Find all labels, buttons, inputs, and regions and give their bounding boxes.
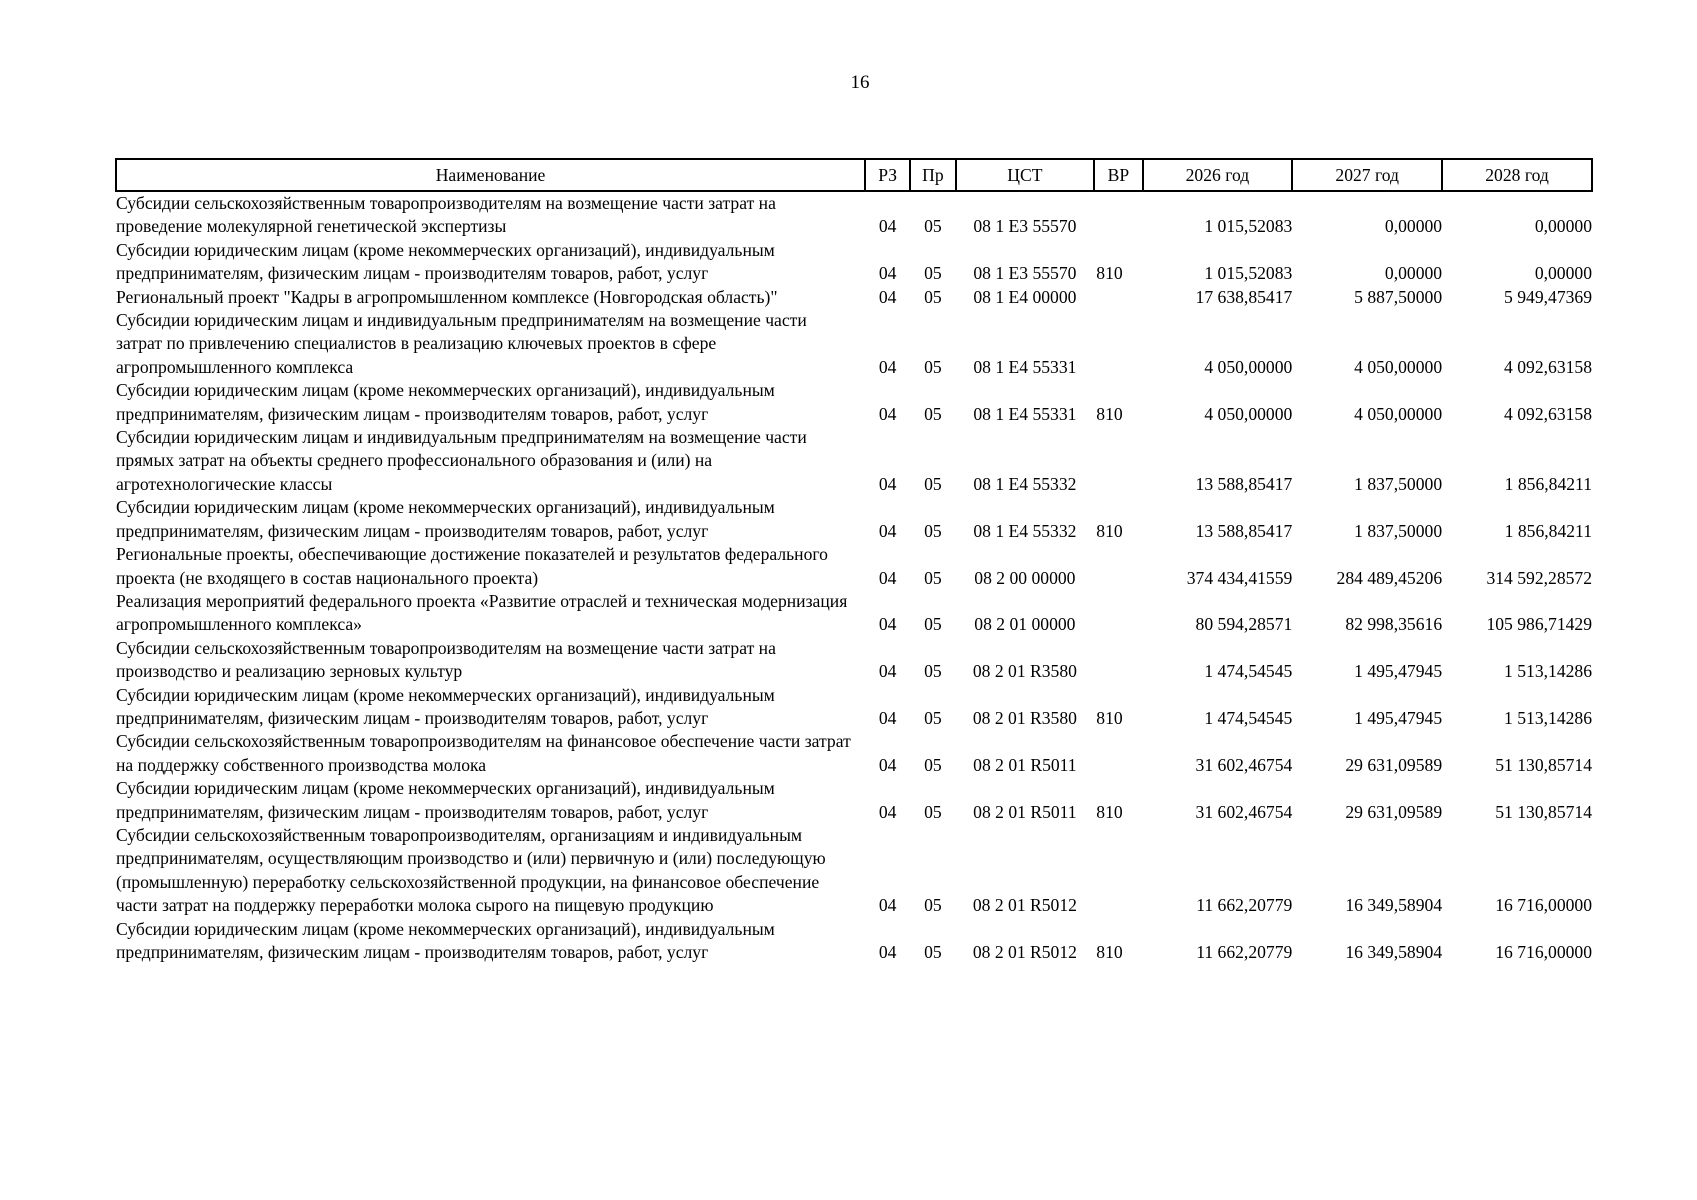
cell-rz: 04 xyxy=(878,661,897,682)
cell-vr: 810 xyxy=(1096,263,1123,284)
cell-2028: 51 130,85714 xyxy=(1495,801,1592,822)
cell-2026: 80 594,28571 xyxy=(1195,614,1293,635)
cell-cst: 08 2 01 R3580 xyxy=(972,707,1077,728)
table-row xyxy=(116,286,1592,309)
cell-rz: 04 xyxy=(878,263,897,284)
header-cst: ЦСТ xyxy=(956,159,1095,191)
cell-name: Реализация мероприятий федерального проекта «Развитие отраслей и техническая модернизация агропромышленного комплекса» xyxy=(116,590,848,635)
cell-2026: 374 434,41559 xyxy=(1186,567,1293,588)
cell-name: Субсидии юридическим лицам (кроме некоммерческих организаций), индивидуальным предпринимателям, физическим лицам - производителям товаров, работ, услуг xyxy=(116,380,775,424)
cell-vr: 810 xyxy=(1096,520,1123,541)
table-row xyxy=(116,637,1592,684)
cell-cst: 08 1 E4 55331 xyxy=(973,356,1077,377)
cell-2026: 11 662,20779 xyxy=(1196,895,1293,916)
page-number: 16 xyxy=(850,72,870,93)
cell-rz: 04 xyxy=(878,707,897,728)
cell-2028: 1 856,84211 xyxy=(1504,520,1592,541)
cell-cst: 08 2 01 R5011 xyxy=(973,754,1077,775)
table-row xyxy=(116,191,1592,239)
cell-vr xyxy=(1094,590,1142,637)
cell-pr: 05 xyxy=(924,216,942,237)
cell-rz: 04 xyxy=(878,567,897,588)
table-row xyxy=(116,730,1592,777)
cell-2028: 5 949,47369 xyxy=(1504,286,1592,307)
cell-cst: 08 1 E3 55570 xyxy=(973,216,1077,237)
cell-2028: 4 092,63158 xyxy=(1504,356,1592,377)
cell-vr: 810 xyxy=(1096,942,1123,962)
cell-cst: 08 1 E3 55570 xyxy=(973,263,1077,284)
cell-name: Субсидии юридическим лицам (кроме некоммерческих организаций), индивидуальным предпринимателям, физическим лицам - производителям товаров, работ, услуг xyxy=(116,497,775,541)
cell-2027: 16 349,58904 xyxy=(1345,942,1443,962)
cell-2027: 4 050,00000 xyxy=(1354,403,1443,424)
cell-2028: 314 592,28572 xyxy=(1486,567,1592,588)
cell-vr xyxy=(1094,309,1142,379)
table-body xyxy=(116,191,1592,964)
cell-vr xyxy=(1094,730,1142,777)
table-row xyxy=(116,239,1592,286)
cell-name: Субсидии юридическим лицам (кроме некоммерческих организаций), индивидуальным предпринимателям, физическим лицам - производителям товаров, работ, услуг xyxy=(116,239,775,284)
cell-name: Субсидии юридическим лицам (кроме некоммерческих организаций), индивидуальным предпринимателям, физическим лицам - производителям товаров, работ, услуг xyxy=(116,778,775,822)
cell-2026: 1 474,54545 xyxy=(1204,707,1293,728)
cell-rz: 04 xyxy=(878,286,897,307)
cell-name: Субсидии сельскохозяйственным товаропроизводителям на возмещение части затрат на производство и реализацию зерновых культур xyxy=(116,637,776,682)
cell-rz: 04 xyxy=(878,942,897,962)
table-row xyxy=(116,496,1592,543)
cell-2026: 1 015,52083 xyxy=(1204,216,1293,237)
cell-vr xyxy=(1094,824,1142,918)
cell-cst: 08 2 01 R5012 xyxy=(972,895,1077,916)
cell-cst: 08 1 E4 55332 xyxy=(973,473,1077,494)
cell-2026: 1 474,54545 xyxy=(1204,661,1293,682)
cell-2028: 0,00000 xyxy=(1534,216,1592,237)
cell-2028: 105 986,71429 xyxy=(1486,614,1592,635)
cell-rz: 04 xyxy=(878,895,897,916)
cell-2027: 284 489,45206 xyxy=(1336,567,1443,588)
cell-rz: 04 xyxy=(878,403,897,424)
header-rz: РЗ xyxy=(865,159,910,191)
table-row xyxy=(116,918,1592,965)
cell-2028: 16 716,00000 xyxy=(1495,942,1592,962)
cell-2027: 29 631,09589 xyxy=(1345,754,1443,775)
cell-cst: 08 2 01 R5011 xyxy=(973,801,1077,822)
cell-pr: 05 xyxy=(924,567,942,588)
cell-vr: 810 xyxy=(1096,403,1123,424)
cell-2028: 16 716,00000 xyxy=(1495,895,1592,916)
cell-pr: 05 xyxy=(924,403,942,424)
cell-rz: 04 xyxy=(878,520,897,541)
cell-2027: 29 631,09589 xyxy=(1345,801,1443,822)
cell-2028: 1 856,84211 xyxy=(1504,473,1592,494)
cell-vr xyxy=(1094,286,1142,309)
cell-2027: 1 495,47945 xyxy=(1354,661,1443,682)
cell-cst: 08 2 01 R3580 xyxy=(972,661,1077,682)
cell-name: Региональные проекты, обеспечивающие достижение показателей и результатов федерального проекта (не входящего в состав национального проекта) xyxy=(116,544,828,588)
cell-pr: 05 xyxy=(924,520,942,541)
cell-name: Региональный проект "Кадры в агропромышленном комплексе (Новгородская область)" xyxy=(116,286,778,307)
cell-vr xyxy=(1094,637,1142,684)
cell-2028: 0,00000 xyxy=(1534,263,1592,284)
cell-2027: 4 050,00000 xyxy=(1354,356,1443,377)
cell-vr: 810 xyxy=(1096,801,1123,822)
cell-2027: 16 349,58904 xyxy=(1345,895,1443,916)
cell-2027: 1 837,50000 xyxy=(1354,520,1443,541)
cell-cst: 08 2 01 00000 xyxy=(974,614,1076,635)
budget-table xyxy=(115,158,1593,964)
cell-cst: 08 2 00 00000 xyxy=(974,567,1076,588)
table-row xyxy=(116,590,1592,637)
cell-pr: 05 xyxy=(924,895,942,916)
cell-2027: 1 837,50000 xyxy=(1354,473,1443,494)
cell-2026: 13 588,85417 xyxy=(1195,473,1293,494)
cell-pr: 05 xyxy=(924,707,942,728)
table-header xyxy=(116,159,1592,191)
table-row xyxy=(116,309,1592,379)
cell-2027: 0,00000 xyxy=(1384,216,1443,237)
cell-rz: 04 xyxy=(878,754,897,775)
cell-pr: 05 xyxy=(924,473,942,494)
cell-vr xyxy=(1094,543,1142,590)
cell-2027: 5 887,50000 xyxy=(1354,286,1443,307)
cell-2028: 1 513,14286 xyxy=(1504,661,1592,682)
header-vr: ВР xyxy=(1094,159,1142,191)
cell-2026: 1 015,52083 xyxy=(1204,263,1293,284)
table-row xyxy=(116,684,1592,731)
cell-pr: 05 xyxy=(924,754,942,775)
cell-2027: 1 495,47945 xyxy=(1354,707,1443,728)
cell-pr: 05 xyxy=(924,286,942,307)
cell-name: Субсидии сельскохозяйственным товаропроизводителям на возмещение части затрат на проведение молекулярной генетической экспертизы xyxy=(116,193,776,237)
cell-name: Субсидии сельскохозяйственным товаропроизводителям, организациям и индивидуальным предпринимателям, осуществляющим производство и (или) первичную и (или) последующую (промышленную) переработку сельскохозяйственной продукции, на финансовое обеспечение части затрат на поддержку переработки молока сырого на пищевую продукцию xyxy=(116,824,826,916)
cell-rz: 04 xyxy=(878,614,897,635)
header-2028: 2028 год xyxy=(1442,159,1592,191)
cell-name: Субсидии сельскохозяйственным товаропроизводителям на финансовое обеспечение части затрат на поддержку собственного производства молока xyxy=(116,731,851,775)
header-2026: 2026 год xyxy=(1143,159,1293,191)
header-2027: 2027 год xyxy=(1292,159,1442,191)
cell-2026: 31 602,46754 xyxy=(1195,754,1293,775)
cell-2026: 13 588,85417 xyxy=(1195,520,1293,541)
cell-pr: 05 xyxy=(924,801,942,822)
table-row xyxy=(116,379,1592,426)
cell-cst: 08 1 E4 00000 xyxy=(973,286,1077,307)
cell-2026: 17 638,85417 xyxy=(1195,286,1293,307)
cell-2026: 4 050,00000 xyxy=(1204,403,1293,424)
cell-name: Субсидии юридическим лицам и индивидуальным предпринимателям на возмещение части затрат по привлечению специалистов в реализацию ключевых проектов в сфере агропромышленного комплекса xyxy=(116,310,807,377)
cell-2027: 0,00000 xyxy=(1384,263,1443,284)
header-pr: Пр xyxy=(910,159,955,191)
cell-cst: 08 2 01 R5012 xyxy=(972,942,1077,962)
cell-cst: 08 1 E4 55332 xyxy=(973,520,1077,541)
table-row xyxy=(116,824,1592,918)
cell-2028: 4 092,63158 xyxy=(1504,403,1592,424)
table-row xyxy=(116,426,1592,496)
cell-rz: 04 xyxy=(878,216,897,237)
cell-2026: 4 050,00000 xyxy=(1204,356,1293,377)
cell-pr: 05 xyxy=(924,661,942,682)
cell-pr: 05 xyxy=(924,942,942,962)
cell-rz: 04 xyxy=(878,801,897,822)
cell-pr: 05 xyxy=(924,614,942,635)
cell-name: Субсидии юридическим лицам (кроме некоммерческих организаций), индивидуальным предпринимателям, физическим лицам - производителям товаров, работ, услуг xyxy=(116,684,775,728)
cell-2027: 82 998,35616 xyxy=(1345,614,1443,635)
cell-pr: 05 xyxy=(924,356,942,377)
header-row xyxy=(116,159,1592,191)
cell-rz: 04 xyxy=(878,473,897,494)
cell-vr xyxy=(1094,191,1142,239)
cell-vr: 810 xyxy=(1096,707,1123,728)
cell-name: Субсидии юридическим лицам (кроме некоммерческих организаций), индивидуальным предпринимателям, физическим лицам - производителям товаров, работ, услуг xyxy=(116,918,775,962)
cell-2028: 51 130,85714 xyxy=(1495,754,1592,775)
table-row xyxy=(116,543,1592,590)
cell-vr xyxy=(1094,426,1142,496)
cell-pr: 05 xyxy=(924,263,942,284)
cell-2028: 1 513,14286 xyxy=(1504,707,1592,728)
cell-rz: 04 xyxy=(878,356,897,377)
header-name: Наименование xyxy=(116,159,865,191)
cell-name: Субсидии юридическим лицам и индивидуальным предпринимателям на возмещение части прямых затрат на объекты среднего профессионального образования и (или) на агротехнологические классы xyxy=(116,427,807,494)
cell-2026: 11 662,20779 xyxy=(1196,942,1293,962)
cell-2026: 31 602,46754 xyxy=(1195,801,1293,822)
cell-cst: 08 1 E4 55331 xyxy=(973,403,1077,424)
table-row xyxy=(116,777,1592,824)
